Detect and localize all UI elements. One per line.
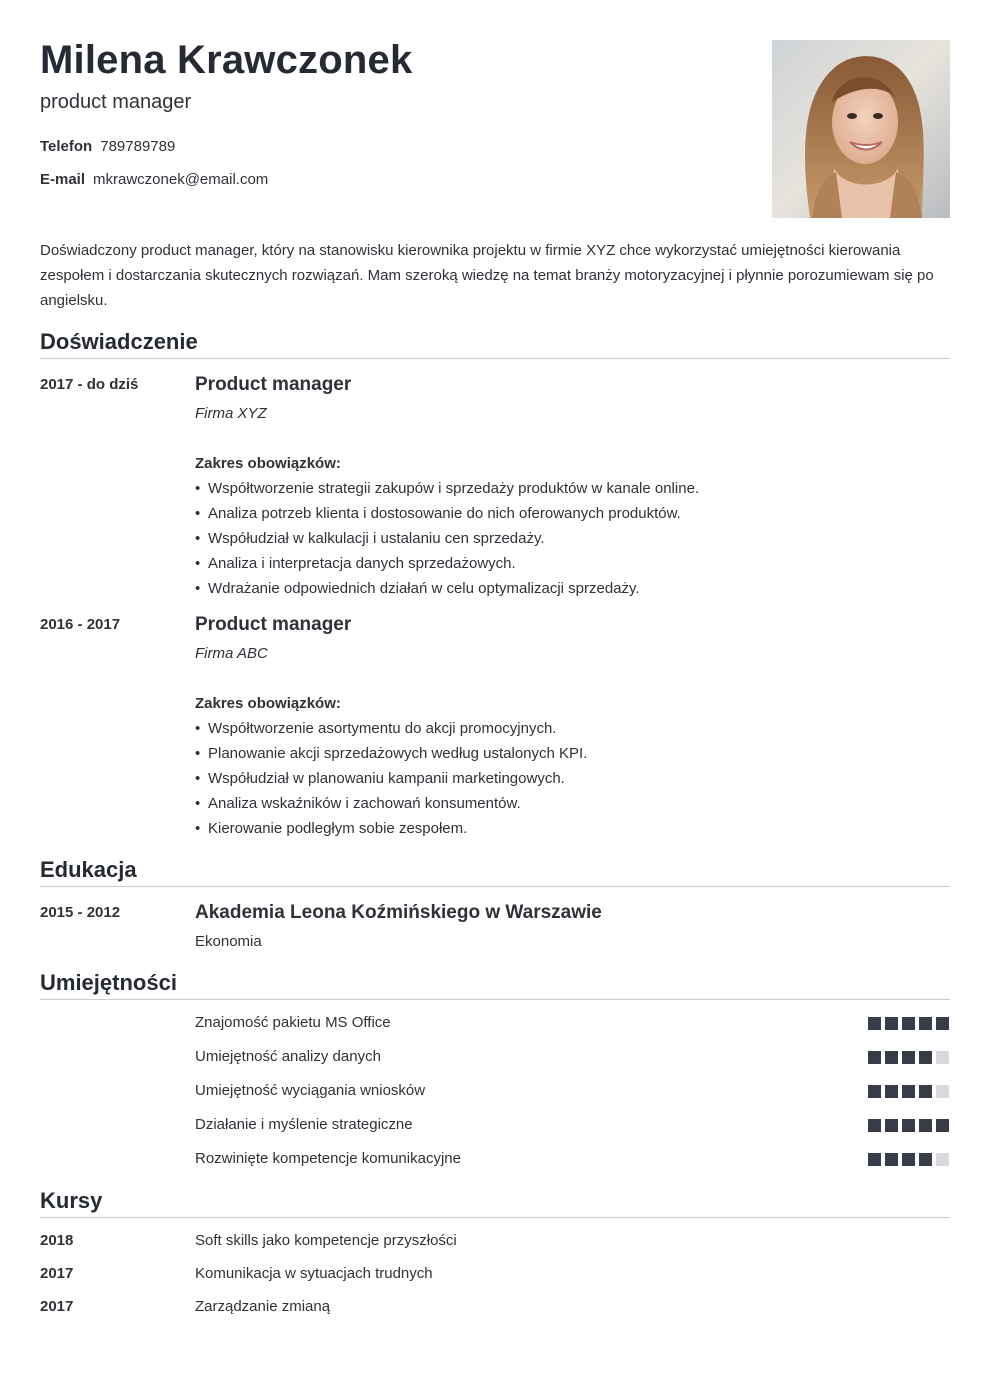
profile-photo [772,40,950,218]
course-name: Zarządzanie zmianą [195,1298,331,1315]
course-year: 2017 [40,1298,74,1315]
job-company: Firma ABC [195,645,268,662]
duty-item: • Współtworzenie strategii zakupów i sprzedaży produktów w kanale online. [195,480,700,497]
skill-level-filled [902,1017,915,1030]
skill-level-empty [936,1153,949,1166]
skill-level-filled [868,1119,881,1132]
email-label: E-mail [40,171,86,188]
school-name: Akademia Leona Koźmińskiego w Warszawie [195,902,602,923]
duty-item: • Planowanie akcji sprzedażowych według ustalonych KPI. [195,745,588,762]
duty-item: • Analiza wskaźników i zachowań konsumentów. [195,795,521,812]
section-divider [40,886,950,887]
duties-label: Zakres obowiązków: [195,695,341,712]
candidate-name: Milena Krawczonek [40,38,413,82]
email-value: mkrawczonek@email.com [93,171,269,188]
job-dates: 2017 - do dziś [40,376,139,393]
skill-level-filled [919,1153,932,1166]
skill-name: Umiejętność analizy danych [195,1048,381,1065]
duty-item: • Współudział w kalkulacji i ustalaniu cen sprzedaży. [195,530,545,547]
section-divider [40,999,950,1000]
skill-level-filled [885,1085,898,1098]
skill-level-filled [936,1017,949,1030]
skill-name: Działanie i myślenie strategiczne [195,1116,413,1133]
skill-level-bar [868,1085,950,1098]
job-title: Product manager [195,374,352,395]
course-year: 2017 [40,1265,74,1282]
skill-level-filled [868,1153,881,1166]
skill-level-filled [936,1119,949,1132]
job-title: Product manager [195,614,352,635]
job-company: Firma XYZ [195,405,267,422]
skill-level-filled [902,1153,915,1166]
skill-name: Znajomość pakietu MS Office [195,1014,391,1031]
field-of-study: Ekonomia [195,933,262,950]
skill-name: Umiejętność wyciągania wniosków [195,1082,426,1099]
resume-page [40,0,950,1400]
skill-level-filled [902,1119,915,1132]
skill-level-filled [919,1017,932,1030]
duty-item: • Analiza i interpretacja danych sprzedażowych. [195,555,516,572]
skill-level-filled [868,1051,881,1064]
skill-level-filled [919,1085,932,1098]
skill-level-filled [885,1119,898,1132]
skill-level-filled [885,1051,898,1064]
duty-item: • Współudział w planowaniu kampanii marketingowych. [195,770,565,787]
section-title-experience: Doświadczenie [40,329,198,354]
duty-item: • Analiza potrzeb klienta i dostosowanie do nich oferowanych produktów. [195,505,681,522]
skill-level-filled [868,1017,881,1030]
section-divider [40,358,950,359]
duty-item: • Współtworzenie asortymentu do akcji promocyjnych. [195,720,557,737]
skill-level-empty [936,1085,949,1098]
duty-item: • Kierowanie podległym sobie zespołem. [195,820,468,837]
skill-level-filled [885,1153,898,1166]
skill-level-filled [902,1051,915,1064]
email-row [40,171,268,188]
skill-level-bar [868,1051,950,1064]
skill-level-bar [868,1119,950,1132]
skill-name: Rozwinięte kompetencje komunikacyjne [195,1150,461,1167]
education-dates: 2015 - 2012 [40,904,121,921]
skill-level-filled [919,1051,932,1064]
phone-label: Telefon [40,138,93,155]
skill-level-filled [919,1119,932,1132]
skill-level-bar [868,1017,950,1030]
phone-row [40,138,175,155]
skill-level-filled [902,1085,915,1098]
duty-item: • Wdrażanie odpowiednich działań w celu optymalizacji sprzedaży. [195,580,640,597]
job-dates: 2016 - 2017 [40,616,121,633]
skill-level-bar [868,1153,950,1166]
phone-value: 789789789 [100,138,176,155]
skill-level-filled [868,1085,881,1098]
skill-level-empty [936,1051,949,1064]
course-name: Soft skills jako kompetencje przyszłości [195,1232,457,1249]
profile-summary: Doświadczony product manager, który na stanowisku kierownika projektu w firmie XYZ chce wykorzystać umiejętności kierowania zespołem i dostarczania skutecznych rozwiązań. Mam szeroką wiedzę na temat branży motoryzacyjnej i płynnie porozumiewam się po angielsku. [40,242,934,309]
section-title-courses: Kursy [40,1188,103,1213]
section-title-education: Edukacja [40,857,137,882]
section-title-skills: Umiejętności [40,970,177,995]
section-divider [40,1217,950,1218]
duties-label: Zakres obowiązków: [195,455,341,472]
candidate-role: product manager [40,91,192,113]
skill-level-filled [885,1017,898,1030]
course-year: 2018 [40,1232,74,1249]
course-name: Komunikacja w sytuacjach trudnych [195,1265,433,1282]
